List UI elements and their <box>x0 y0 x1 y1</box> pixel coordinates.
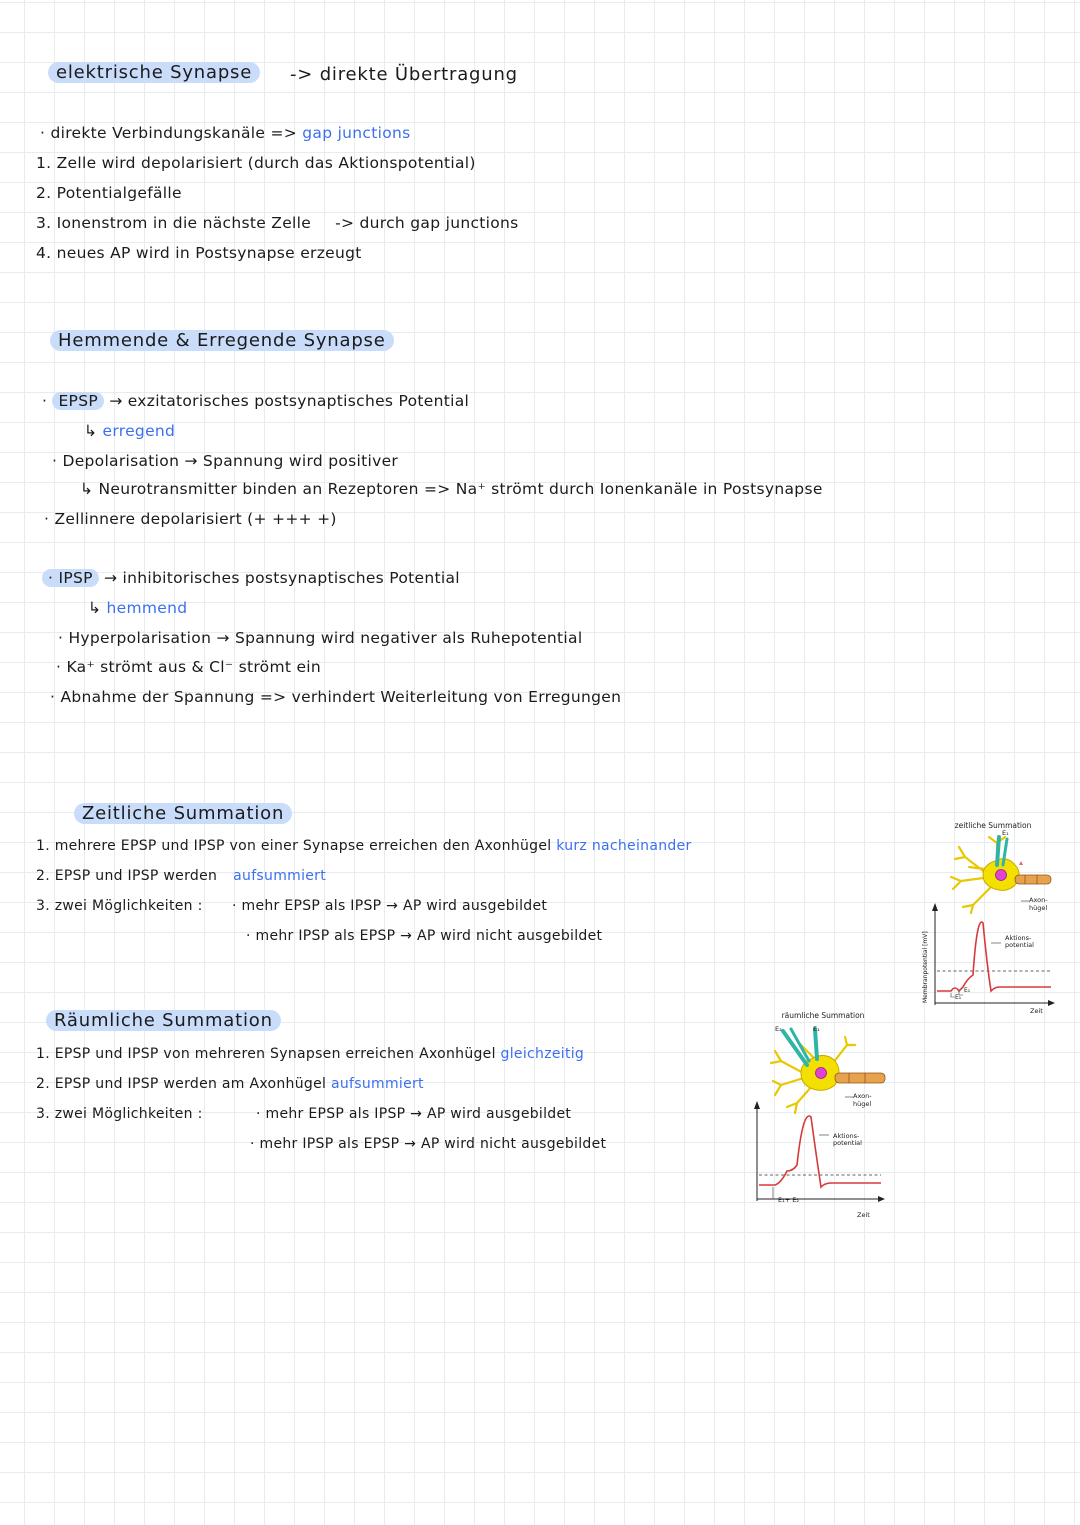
depolarisation-line: · Depolarisation → Spannung wird positiver <box>52 452 399 470</box>
ap-curve <box>759 1116 881 1187</box>
line-verbindungskanaele <box>40 122 411 144</box>
e1-top-label: E₁ <box>813 1025 820 1033</box>
text: 2. EPSP und IPSP werden am Axonhügel <box>36 1076 327 1092</box>
text: 2. EPSP und IPSP werden <box>36 868 218 884</box>
heading-text: Zeitliche Summation <box>74 803 292 824</box>
epsp-sub <box>84 420 175 442</box>
ka-cl-line: · Ka⁺ strömt aus & Cl⁻ strömt ein <box>56 658 322 676</box>
ap-label: Aktions- <box>1005 934 1032 942</box>
aufsummiert-term: aufsummiert <box>233 868 327 884</box>
text: → inhibitorisches postsynaptisches Potential <box>104 569 460 587</box>
axon-label: Axon- <box>853 1092 872 1100</box>
ap-label: Aktions- <box>833 1132 860 1140</box>
e1-label-b: E₁ <box>955 994 962 1001</box>
ap-label-2: potential <box>833 1139 862 1147</box>
x-axis-label: Zeit <box>857 1211 870 1219</box>
fig-title: zeitliche Summation <box>954 821 1032 830</box>
axon <box>1015 875 1051 884</box>
text: 1. EPSP und IPSP von mehreren Synapsen erreichen Axonhügel <box>36 1046 496 1062</box>
kurz-nacheinander-term: kurz nacheinander <box>556 838 692 854</box>
abnahme-line: · Abnahme der Spannung => verhindert Weiterleitung von Erregungen <box>50 688 622 706</box>
raeumlich-option-a: · mehr EPSP als IPSP → AP wird ausgebildet <box>256 1106 572 1122</box>
text: → exzitatorisches postsynaptisches Potential <box>109 392 470 410</box>
ipsp-sub <box>88 597 187 619</box>
axon-label-2: hügel <box>853 1100 872 1108</box>
ipsp-definition <box>42 567 460 589</box>
y-axis-label: Membranpotential [mV] <box>922 931 929 1003</box>
epsp-definition: · EPSP → exzitatorisches postsynaptisches Potential <box>42 392 470 410</box>
raeumlich-option-b: · mehr IPSP als EPSP → AP wird nicht ausgebildet <box>250 1136 607 1152</box>
text: IPSP <box>58 569 93 587</box>
axon-label: Axon- <box>1029 896 1048 904</box>
x-axis-label: Zeit <box>1030 1007 1043 1015</box>
step-1: 1. Zelle wird depolarisiert (durch das Aktionspotential) <box>36 154 476 172</box>
e1-label-a: E₁ <box>964 987 971 994</box>
text: 3. Ionenstrom in die nächste Zelle <box>36 214 312 232</box>
zellinnere-line: · Zellinnere depolarisiert (+ +++ +) <box>44 510 337 528</box>
sub-arrow: ↳ <box>84 422 98 440</box>
hemmend-term: hemmend <box>106 599 188 617</box>
heading-hemmende-erregende <box>50 330 394 352</box>
ap-label-2: potential <box>1005 941 1034 949</box>
erregend-term: erregend <box>102 422 176 440</box>
step-2: 2. Potentialgefälle <box>36 184 182 202</box>
text: -> durch gap junctions <box>335 214 519 232</box>
ipsp-abbr: · IPSP <box>42 569 99 587</box>
e2-top-label: E₂ <box>775 1025 782 1033</box>
zeitlich-step-2 <box>36 865 326 887</box>
zeitlich-step-1 <box>36 835 692 857</box>
axon <box>835 1073 885 1083</box>
epsp-abbr: EPSP <box>52 392 104 410</box>
zeitlich-option-b: · mehr IPSP als EPSP → AP wird nicht ausgebildet <box>246 928 603 944</box>
heading-raeumliche-summation <box>46 1010 281 1032</box>
arrow-note: -> direkte Übertragung <box>290 64 518 85</box>
text: 1. mehrere EPSP und IPSP von einer Synapse erreichen den Axonhügel <box>36 838 552 854</box>
sum-label: E₁+ E₂ <box>778 1196 799 1204</box>
axon-label-2: hügel <box>1029 904 1048 912</box>
figure-raeumliche-summation <box>745 1005 895 1225</box>
zeitlich-option-a: · mehr EPSP als IPSP → AP wird ausgebildet <box>232 898 548 914</box>
text: · direkte Verbindungskanäle => <box>40 124 298 142</box>
raeumlich-step-3: 3. zwei Möglichkeiten : <box>36 1106 203 1122</box>
heading-zeitliche-summation <box>74 803 292 825</box>
nucleus <box>816 1068 827 1079</box>
hyperpolarisation-line: · Hyperpolarisation → Spannung wird negativer als Ruhepotential <box>58 629 583 647</box>
neurotransmitter-line: ↳ Neurotransmitter binden an Rezeptoren => Na⁺ strömt durch Ionenkanäle in Postsynapse <box>80 480 823 498</box>
sub-arrow: ↳ <box>88 599 102 617</box>
gap-junctions-term: gap junctions <box>302 124 411 142</box>
ap-curve <box>937 922 1051 991</box>
raeumlich-step-2 <box>36 1073 424 1095</box>
e1-top-label: E₁ <box>1002 829 1009 837</box>
step-4: 4. neues AP wird in Postsynapse erzeugt <box>36 244 362 262</box>
heading-text: Räumliche Summation <box>46 1010 281 1031</box>
raeumlich-step-1 <box>36 1043 584 1065</box>
aufsummiert-term: aufsummiert <box>330 1076 424 1092</box>
step-3 <box>36 212 519 234</box>
zeitlich-step-3: 3. zwei Möglichkeiten : <box>36 898 203 914</box>
heading-elektrische-synapse <box>48 62 260 84</box>
figure-zeitliche-summation <box>915 815 1065 1020</box>
heading-text: Hemmende & Erregende Synapse <box>50 330 394 351</box>
nucleus <box>996 870 1007 881</box>
heading-text: elektrische Synapse <box>48 62 260 83</box>
fig-title: räumliche Summation <box>781 1011 865 1020</box>
gleichzeitig-term: gleichzeitig <box>500 1046 585 1062</box>
